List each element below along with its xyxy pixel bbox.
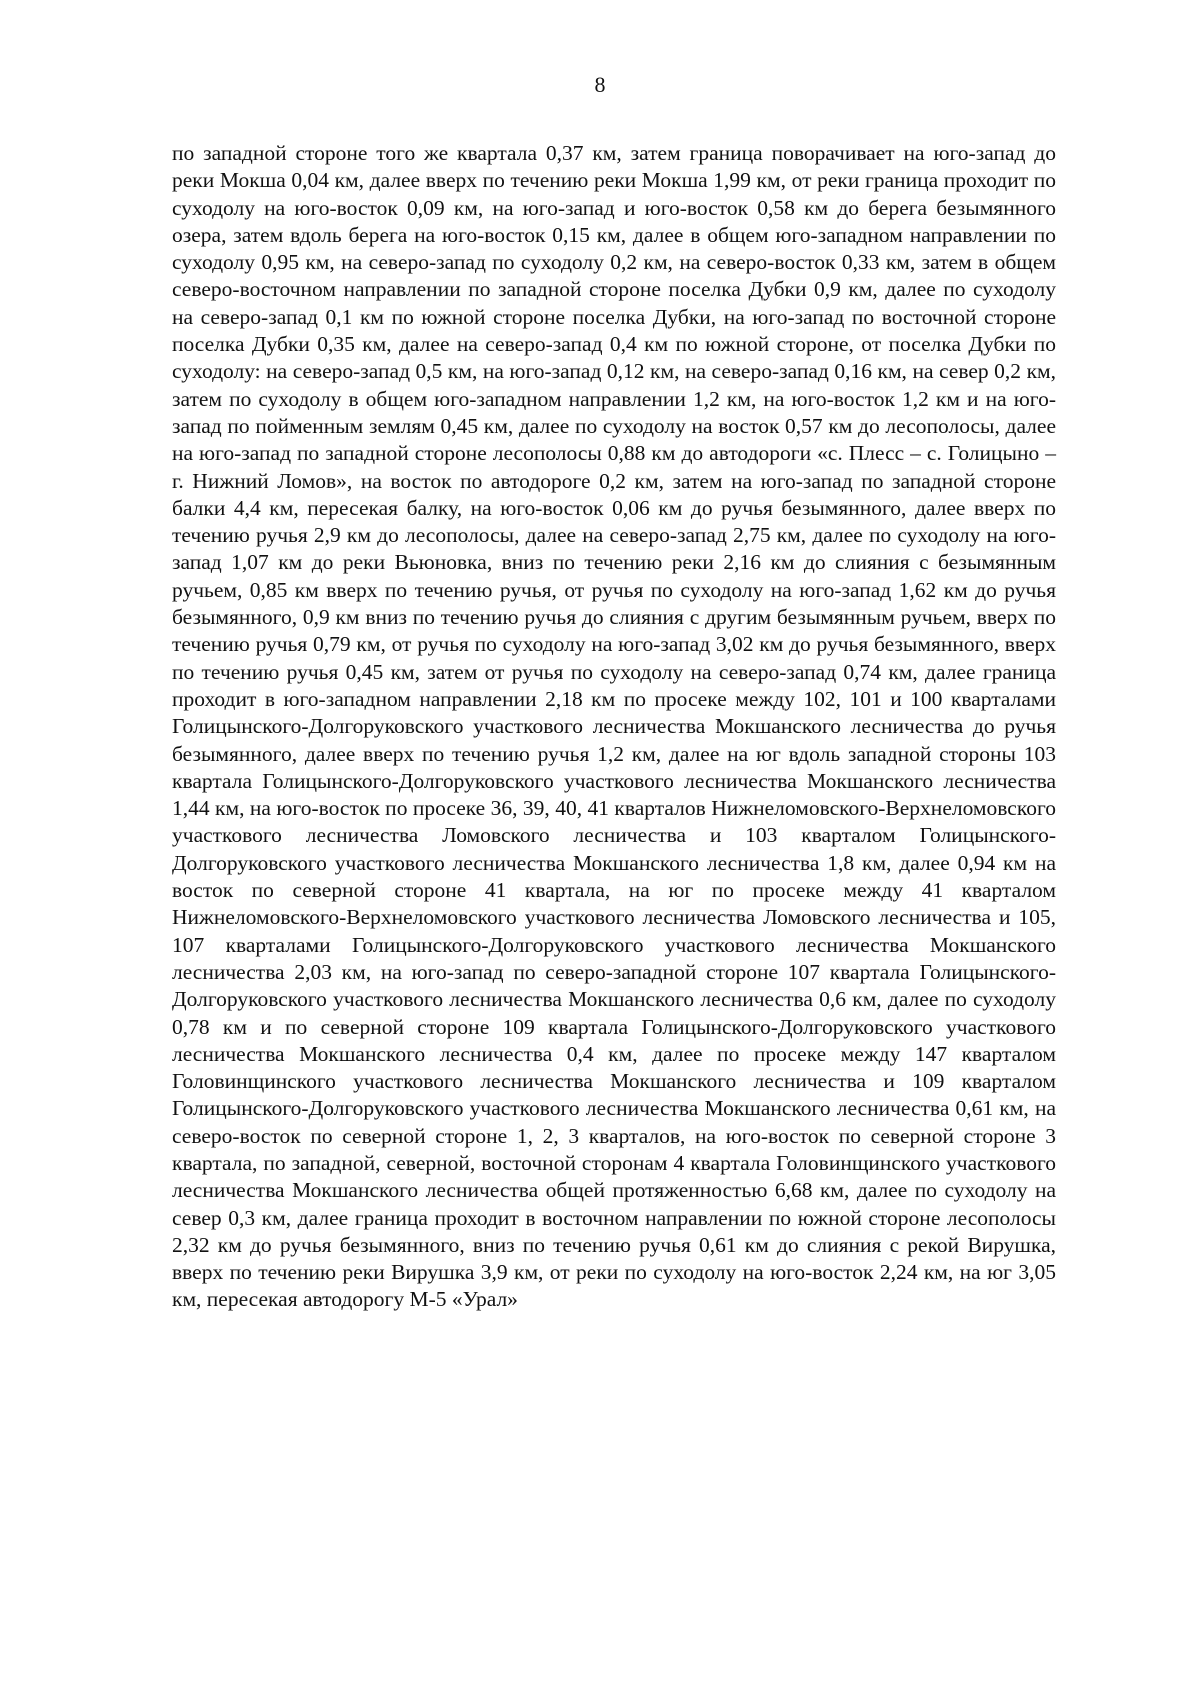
boundary-description-paragraph: по западной стороне того же квартала 0,37 км, затем граница поворачивает на юго-запад до реки Мокша 0,04 км, далее вверх по течению реки Мокша 1,99 км, от реки граница проходит по суходолу на юго-восток 0,09 км, на юго-запад и юго-восток 0,58 км до берега безымянного озера, затем вдоль берега на юго-восток 0,15 км, далее в общем юго-западном направлении по суходолу 0,95 км, на северо-запад по суходолу 0,2 км, на северо-восток 0,33 км, затем в общем северо-восточном направлении по западной стороне поселка Дубки 0,9 км, далее по суходолу на северо-запад 0,1 км по южной стороне поселка Дубки, на юго-запад по восточной стороне поселка Дубки 0,35 км, далее на северо-запад 0,4 км по южной стороне, от поселка Дубки по суходолу: на северо-запад 0,5 км, на юго-запад 0,12 км, на северо-запад 0,16 км, на север 0,2 км, затем по суходолу в общем юго-западном направлении 1,2 км, на юго-восток 1,2 км и на юго-запад по пойменным землям 0,45 км, далее по суходолу на восток 0,57 км до лесополосы, далее на юго-запад по западной стороне лесополосы 0,88 км до автодороги «с. Плесс – с. Голицыно – г. Нижний Ломов», на восток по автодороге 0,2 км, затем на юго-запад по западной стороне балки 4,4 км, пересекая балку, на юго-восток 0,06 км до ручья безымянного, далее вверх по течению ручья 2,9 км до лесополосы, далее на северо-запад 2,75 км, далее по суходолу на юго-запад 1,07 км до реки Вьюновка, вниз по течению реки 2,16 км до слияния с безымянным ручьем, 0,85 км вверх по течению ручья, от ручья по суходолу на юго-запад 1,62 км до ручья безымянного, 0,9 км вниз по течению ручья до слияния с другим безымянным ручьем, вверх по течению ручья 0,79 км, от ручья по суходолу на юго-запад 3,02 км до ручья безымянного, вверх по течению ручья 0,45 км, затем от ручья по суходолу на северо-запад 0,74 км, далее граница проходит в юго-западном направлении 2,18 км по просеке между 102, 101 и 100 кварталами Голицынского-Долгоруковского участкового лесничества Мокшанского лесничества до ручья безымянного, далее вверх по течению ручья 1,2 км, далее на юг вдоль западной стороны 103 квартала Голицынского-Долгоруковского участкового лесничества Мокшанского лесничества 1,44 км, на юго-восток по просеке 36, 39, 40, 41 кварталов Нижнеломовского-Верхнеломовского участкового лесничества Ломовского лесничества и 103 кварталом Голицынского-Долгоруковского участкового лесничества Мокшанского лесничества 1,8 км, далее 0,94 км на восток по северной стороне 41 квартала, на юг по просеке между 41 кварталом Нижнеломовского-Верхнеломовского участкового лесничества Ломовского лесничества и 105, 107 кварталами Голицынского-Долгоруковского участкового лесничества Мокшанского лесничества 2,03 км, на юго-запад по северо-западной стороне 107 квартала Голицынского-Долгоруковского участкового лесничества Мокшанского лесничества 0,6 км, далее по суходолу 0,78 км и по северной стороне 109 квартала Голицынского-Долгоруковского участкового лесничества Мокшанского лесничества 0,4 км, далее по просеке между 147 кварталом Головинщинского участкового лесничества Мокшанского лесничества и 109 кварталом Голицынского-Долгоруковского участкового лесничества Мокшанского лесничества 0,61 км, на северо-восток по северной стороне 1, 2, 3 кварталов, на юго-восток по северной стороне 3 квартала, по западной, северной, восточной сторонам 4 квартала Головинщинского участкового лесничества Мокшанского лесничества общей протяженностью 6,68 км, далее по суходолу на север 0,3 км, далее граница проходит в восточном направлении по южной стороне лесополосы 2,32 км до ручья безымянного, вниз по течению ручья 0,61 км до слияния с рекой Вирушка, вверх по течению реки Вирушка 3,9 км, от реки по суходолу на юго-восток 2,24 км, на юг 3,05 км, пересекая автодорогу М-5 «Урал» xyxy=(172,141,1056,1312)
page-number: 8 xyxy=(594,72,606,97)
